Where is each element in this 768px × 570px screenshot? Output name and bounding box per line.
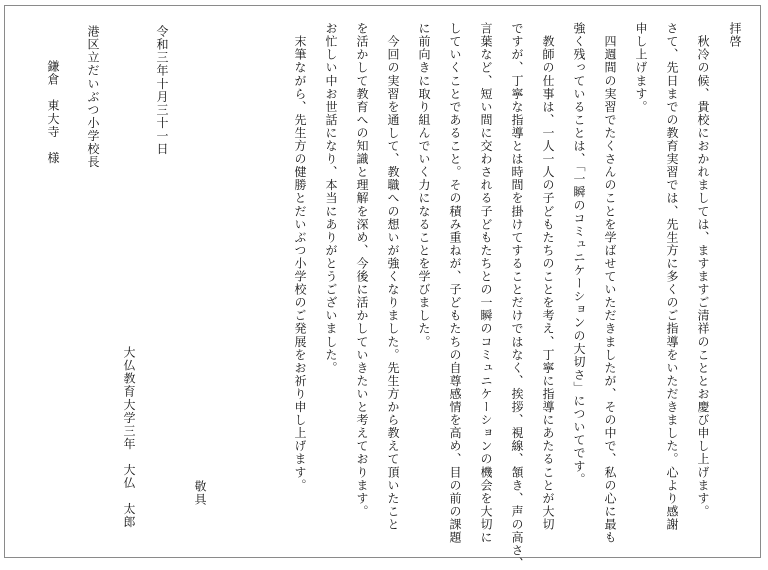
body-line: さて、先日までの教育実習では、先生方に多くのご指導をいただきました。心より感謝 (665, 22, 679, 531)
sender: 大仏教育大学三年 大仏 太郎 (122, 346, 136, 529)
body-line: 教師の仕事は、一人一人の子どもたちのことを考え、丁寧に指導にあたることが大切 (541, 22, 555, 531)
body-line: 今回の実習を通して、教職への想いが強くなりました。先生方から教えて頂いたこと (386, 22, 400, 531)
body-line: していくことであること。その積み重ねが、子どもたちの自尊感情を高め、目の前の課題 (448, 22, 462, 544)
body-line: 強く残っていることは、「一瞬のコミュニケーションの大切さ」についてです。 (572, 22, 586, 486)
date: 令和三年十月三十一日 (155, 25, 169, 156)
recipient-school: 港区立だいぶつ小学校長 (86, 25, 100, 169)
salutation: 拝啓 (728, 22, 742, 49)
recipient-name: 鎌倉 東大寺 様 (46, 60, 60, 165)
body-line: 申し上げます。 (634, 22, 648, 114)
body-line: 末筆ながら、先生方の健勝とだいぶつ小学校のご発展をお祈り申し上げます。 (293, 22, 307, 492)
body-line: 四週間の実習でたくさんのことを学ばせていただきましたが、その中で、私の心に最も (603, 22, 617, 544)
body-line: お忙しい中お世話になり、本当にありがとうございました。 (324, 22, 338, 375)
body-line: 秋冷の候、貴校におかれましては、ますますご清祥のこととお慶び申し上げます。 (696, 22, 710, 518)
body-line: ですが、丁寧な指導とは時間を掛けてすることだけではなく、挨拶、視線、頷き、声の高さ、 (510, 22, 524, 570)
body-line: を活かして教育への知識と理解を深め、今後に活かしていきたいと考えております。 (355, 22, 369, 518)
body-line: 言葉など、短い間に交わされる子どもたちとの一瞬のコミュニケーションの機会を大切に (479, 22, 493, 544)
body-line: に前向きに取り組んでいく力になることを学びました。 (417, 22, 431, 349)
closing: 敬具 (193, 480, 207, 507)
